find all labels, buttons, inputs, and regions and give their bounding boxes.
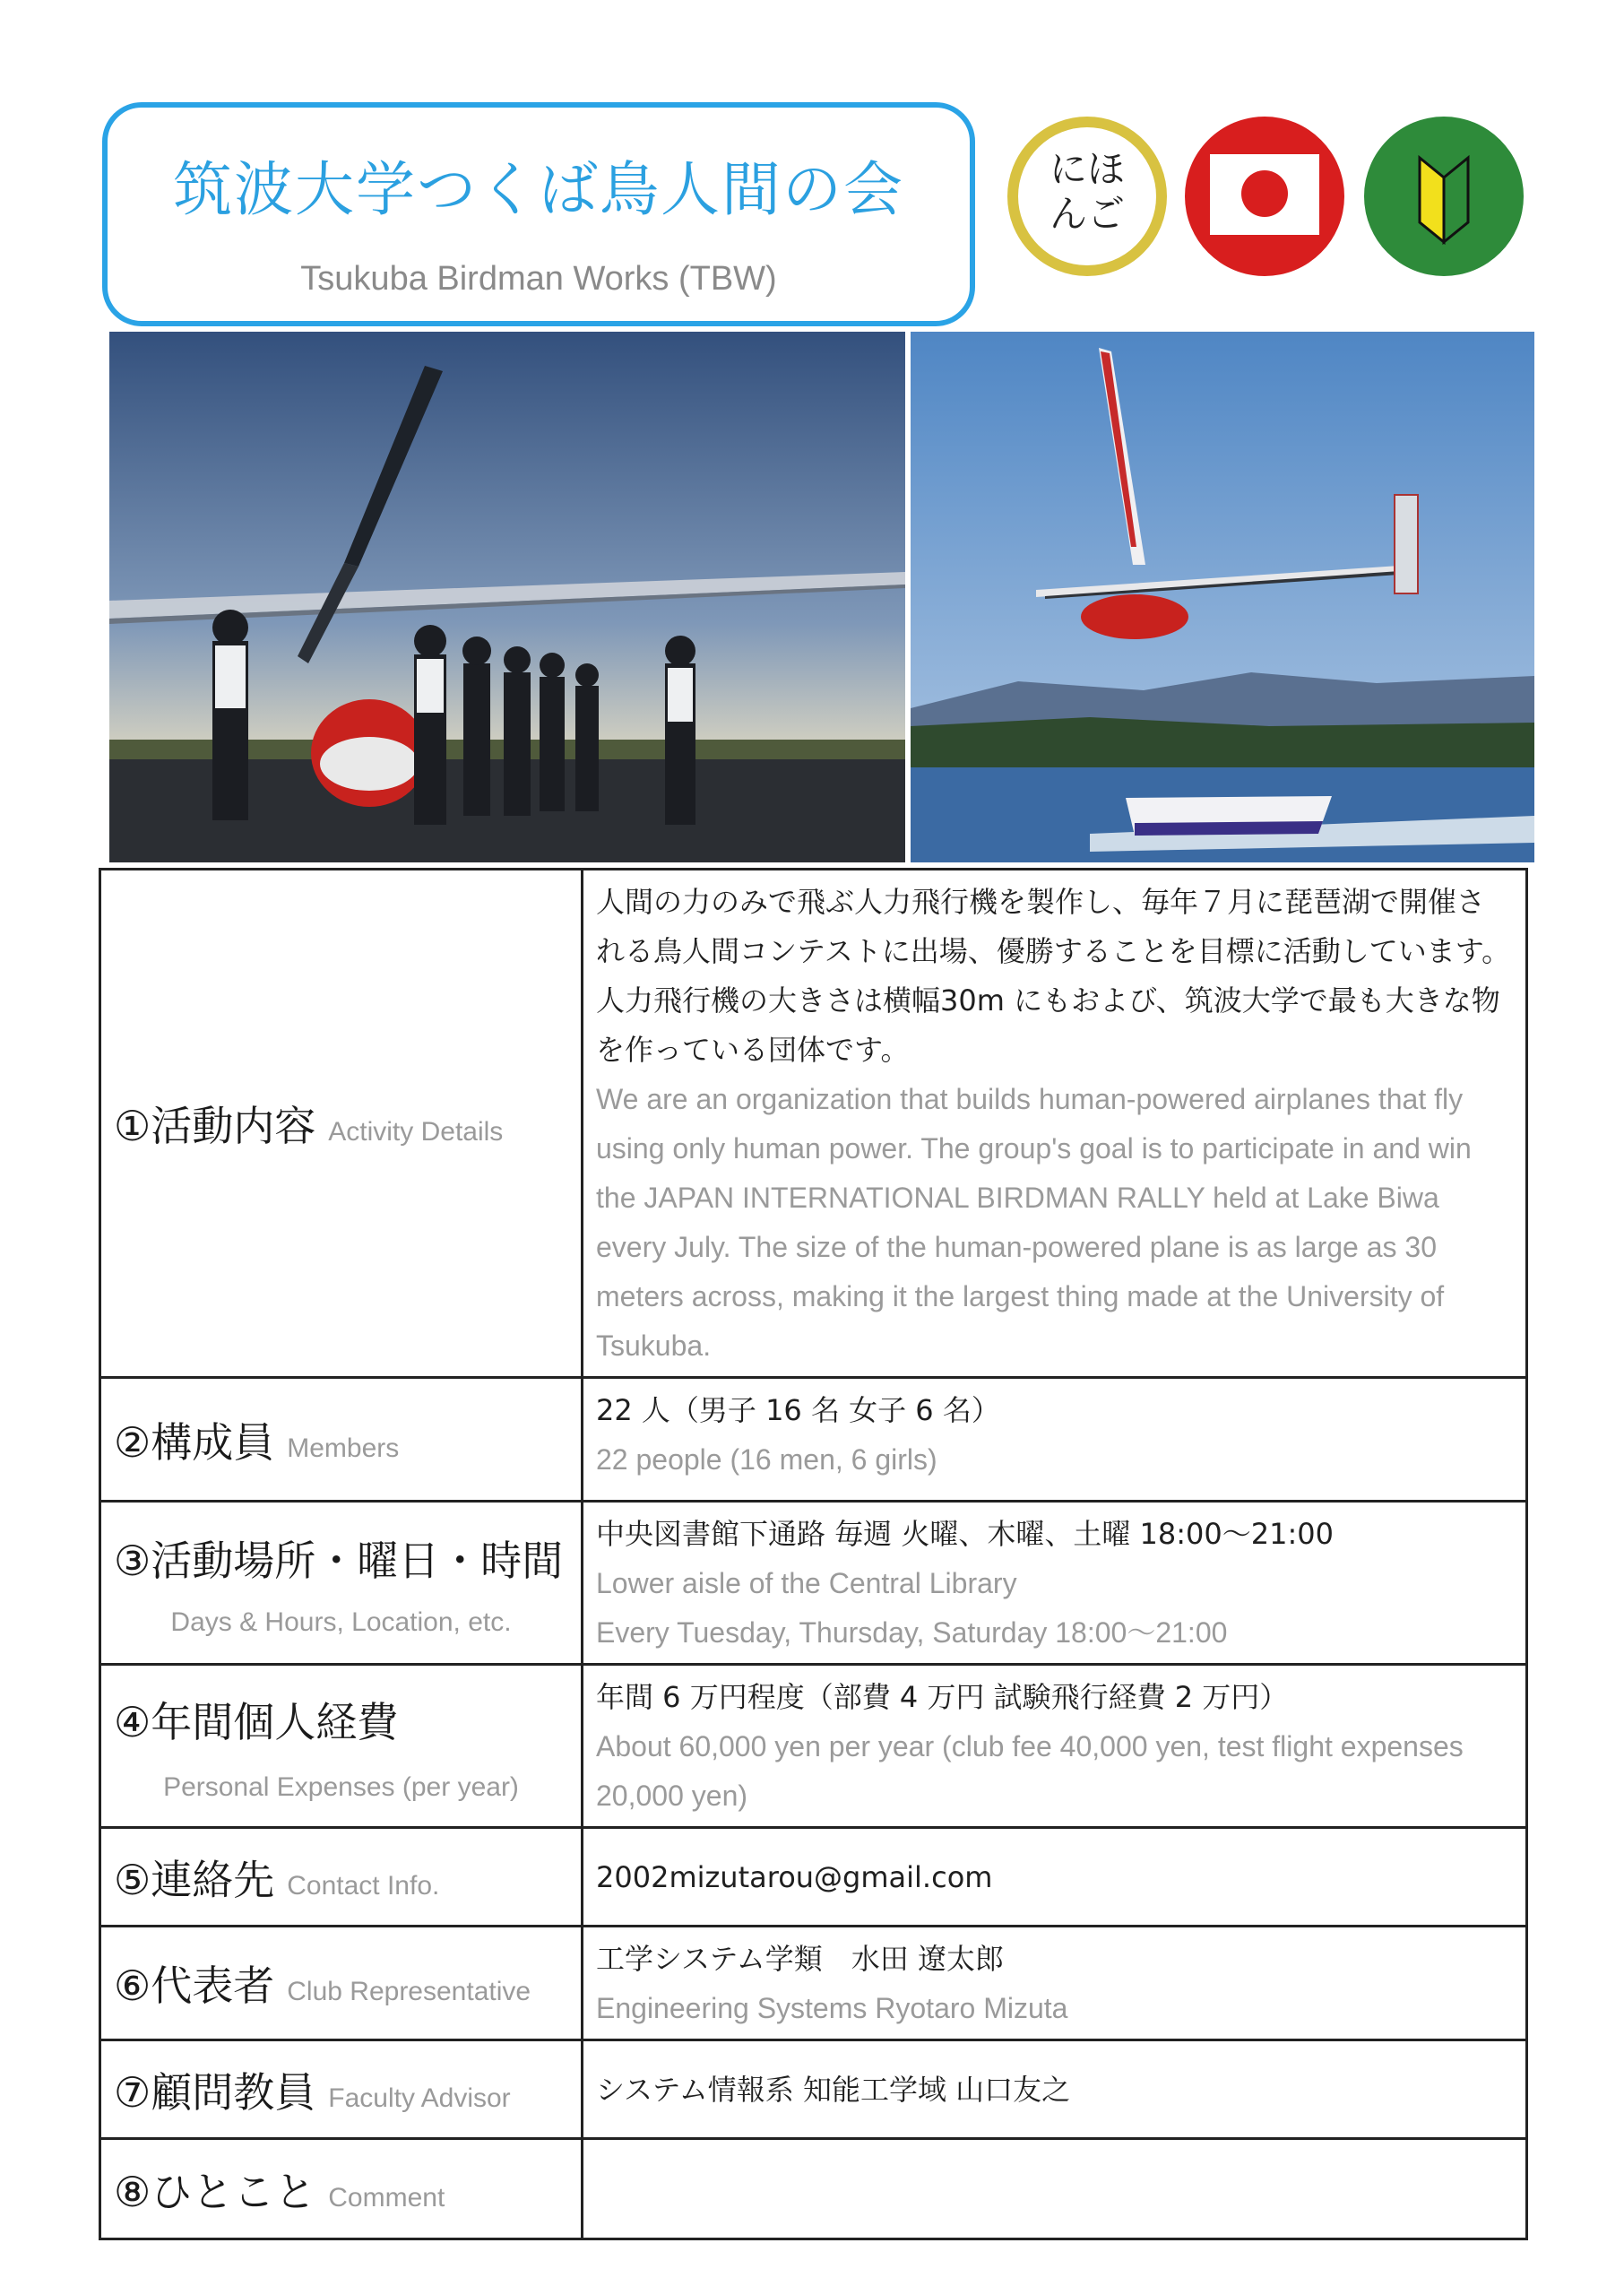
contact-email-link[interactable]: 2002mizutarou@gmail.com bbox=[596, 1860, 993, 1894]
expenses-text-en: About 60,000 yen per year (club fee 40,000 yen, test flight expenses 20,000 yen) bbox=[596, 1730, 1464, 1812]
label-cell-advisor bbox=[100, 2040, 583, 2139]
label-cell-members bbox=[100, 1378, 583, 1502]
label-comment-en: Comment bbox=[328, 2182, 445, 2213]
aircraft-flight-photo bbox=[911, 332, 1534, 862]
value-cell-place bbox=[583, 1502, 1527, 1665]
label-cell-activity bbox=[100, 870, 583, 1378]
value-cell-representative bbox=[583, 1927, 1527, 2040]
label-cell-contact bbox=[100, 1828, 583, 1927]
value-cell-advisor bbox=[583, 2040, 1527, 2139]
label-cell-place bbox=[100, 1502, 583, 1665]
label-advisor-en: Faculty Advisor bbox=[328, 2083, 511, 2113]
table-row-representative bbox=[100, 1927, 1527, 2040]
place-text-jp: 中央図書館下通路 毎週 火曜、木曜、土曜 18:00～21:00 bbox=[596, 1517, 1334, 1551]
label-representative-en: Club Representative bbox=[287, 1977, 531, 2006]
members-text-en: 22 people (16 men, 6 girls) bbox=[596, 1443, 937, 1476]
label-contact-en: Contact Info. bbox=[287, 1870, 440, 1901]
label-members-jp: ②構成員 bbox=[114, 1417, 275, 1467]
label-contact-jp: ⑤連絡先 bbox=[114, 1855, 275, 1904]
value-cell-members bbox=[583, 1378, 1527, 1502]
label-comment-jp: ⑧ひとこと bbox=[114, 2167, 316, 2216]
label-representative-jp: ⑥代表者 bbox=[114, 1962, 275, 2010]
label-activity-en: Activity Details bbox=[328, 1117, 504, 1147]
value-cell-comment bbox=[583, 2139, 1527, 2239]
label-place-jp: ③活動場所・曜日・時間 bbox=[114, 1536, 564, 1585]
label-place-en: Days & Hours, Location, etc. bbox=[170, 1606, 512, 1637]
nihongo-badge-line2: んご bbox=[1049, 192, 1125, 236]
japan-flag-icon bbox=[1185, 117, 1344, 276]
label-cell-expenses bbox=[100, 1665, 583, 1828]
table-row-activity bbox=[100, 870, 1527, 1378]
table-row-contact bbox=[100, 1828, 1527, 1927]
table-row-members bbox=[100, 1378, 1527, 1502]
members-text-jp: 22 人（男子 16 名 女子 6 名） bbox=[596, 1393, 1000, 1427]
label-expenses-en: Personal Expenses (per year) bbox=[163, 1771, 519, 1802]
title-box bbox=[102, 102, 975, 326]
label-members-en: Members bbox=[287, 1433, 400, 1463]
label-expenses-jp: ④年間個人経費 bbox=[114, 1697, 399, 1746]
value-cell-expenses bbox=[583, 1665, 1527, 1828]
table-row-place bbox=[100, 1502, 1527, 1665]
advisor-text: システム情報系 知能工学域 山口友之 bbox=[596, 2073, 1071, 2107]
nihongo-badge-line1: にほ bbox=[1049, 147, 1125, 191]
club-title-jp: 筑波大学つくば鳥人間の会 bbox=[173, 155, 904, 224]
value-cell-activity bbox=[583, 870, 1527, 1378]
beginner-mark-icon bbox=[1364, 117, 1524, 276]
expenses-text-jp: 年間 6 万円程度（部費 4 万円 試験飛行経費 2 万円） bbox=[596, 1680, 1289, 1714]
label-cell-comment bbox=[100, 2139, 583, 2239]
value-cell-contact bbox=[583, 1828, 1527, 1927]
table-row-comment bbox=[100, 2139, 1527, 2239]
info-table bbox=[99, 868, 1528, 2240]
representative-text-jp: 工学システム学類 水田 遼太郎 bbox=[596, 1942, 1004, 1976]
activity-text-jp: 人間の力のみで飛ぶ人力飛行機を製作し、毎年７月に琵琶湖で開催される鳥人間コンテストに出場、優勝することを目標に活動しています。人力飛行機の大きさは横幅30m にもおよび、筑波大学で最も大きな物を作っている団体です。 bbox=[596, 885, 1511, 1067]
representative-text-en: Engineering Systems Ryotaro Mizuta bbox=[596, 1992, 1068, 2024]
label-activity-jp: ①活動内容 bbox=[114, 1102, 316, 1150]
nihongo-badge-icon bbox=[1007, 117, 1167, 276]
place-text-en-1: Lower aisle of the Central Library bbox=[596, 1567, 1017, 1599]
activity-text-en: We are an organization that builds human-powered airplanes that fly using only human power. The group's goal is to participate in and win the JAPAN INTERNATIONAL BIRDMAN RALLY held at Lake Biwa every July. The size of the human-powered plane is as large as 30 meters across, making it the largest thing made at the University of Tsukuba. bbox=[596, 1083, 1472, 1362]
club-title-en: Tsukuba Birdman Works (TBW) bbox=[300, 260, 777, 298]
team-aircraft-photo bbox=[109, 332, 905, 862]
label-cell-representative bbox=[100, 1927, 583, 2040]
label-advisor-jp: ⑦顧問教員 bbox=[114, 2067, 316, 2117]
place-text-en-2: Every Tuesday, Thursday, Saturday 18:00～21:00 bbox=[596, 1616, 1228, 1649]
table-row-expenses bbox=[100, 1665, 1527, 1828]
table-row-advisor bbox=[100, 2040, 1527, 2139]
